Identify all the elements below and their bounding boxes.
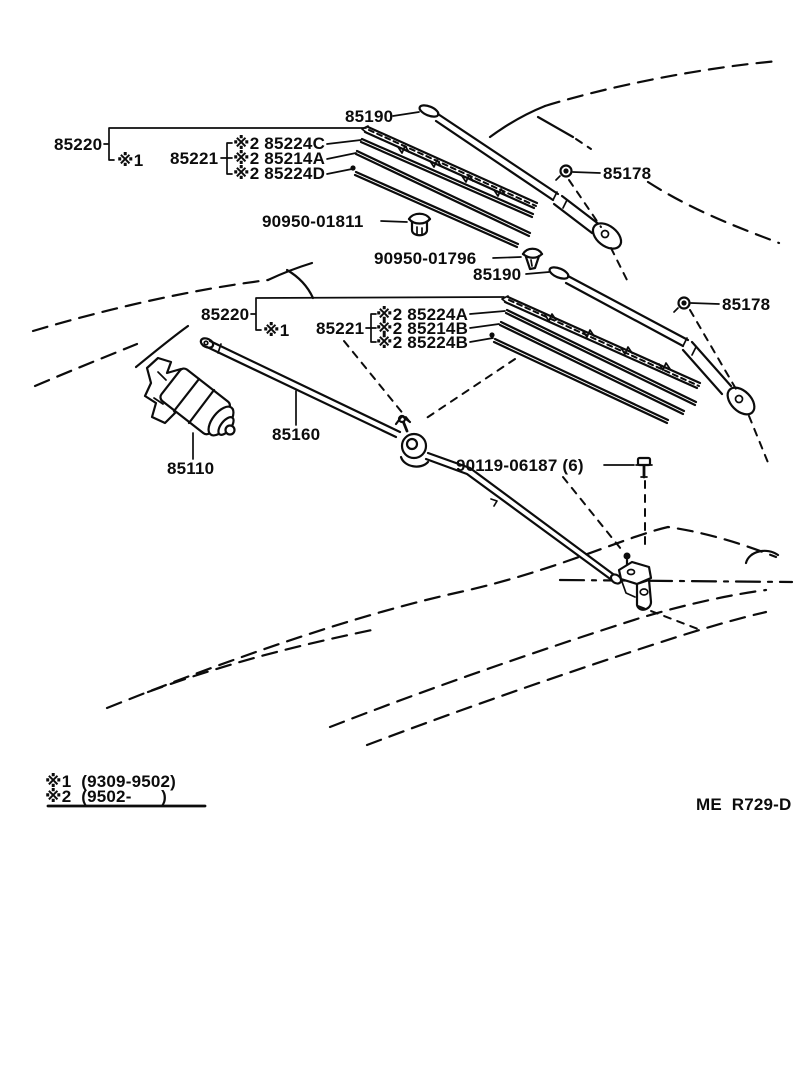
- label-arm-nut-lower: 85178: [722, 295, 771, 314]
- footnote-2: ※2 (9502- ): [45, 787, 167, 806]
- label-pivot-cap-2: 90950-01796: [374, 249, 477, 268]
- wiper-blade-top: [350, 126, 537, 247]
- label-blade-rubber-c: ※2 85224C: [233, 134, 326, 153]
- label-pivot-cap: 90950-01811: [262, 212, 364, 231]
- arm-nut-lower: [674, 298, 690, 313]
- label-arm-top: 85190: [345, 107, 394, 126]
- label-blade-rubber-b: ※2 85224B: [376, 333, 469, 352]
- label-subassembly-top: 85221: [170, 149, 219, 168]
- footnotes: [45, 772, 176, 806]
- label-assembly-top: 85220: [54, 135, 103, 154]
- label-subassembly-lower: 85221: [316, 319, 365, 338]
- label-arm-lower: 85190: [473, 265, 522, 284]
- callout-lines: [48, 112, 719, 806]
- label-blade-backing-b: ※2 85214B: [376, 319, 469, 338]
- label-motor: 85110: [167, 459, 215, 478]
- projection-lines: [344, 180, 769, 629]
- arm-nut-top: [556, 166, 572, 181]
- pivot-cap-01811: [409, 214, 430, 236]
- label-linkage: 85160: [272, 425, 321, 444]
- doc-code: ME R729-D: [696, 795, 792, 814]
- pivot-cap-01796: [523, 249, 542, 269]
- label-blade-rubber-d: ※2 85224D: [233, 164, 326, 183]
- label-mounting-bolt: 90119-06187 (6): [456, 456, 584, 475]
- label-assembly-lower: 85220: [201, 305, 250, 324]
- label-arm-nut-top: 85178: [603, 164, 652, 183]
- footnote-1: ※1 (9309-9502): [45, 772, 177, 791]
- label-refmark-lower: ※1: [263, 321, 290, 340]
- mounting-bolt: [636, 458, 652, 477]
- label-blade-backing-a: ※2 85214A: [233, 149, 326, 168]
- label-blade-rubber-a: ※2 85224A: [376, 305, 469, 324]
- wiper-motor: [145, 358, 238, 440]
- wiper-blade-lower: [489, 296, 700, 423]
- label-refmark-top: ※1: [117, 151, 144, 170]
